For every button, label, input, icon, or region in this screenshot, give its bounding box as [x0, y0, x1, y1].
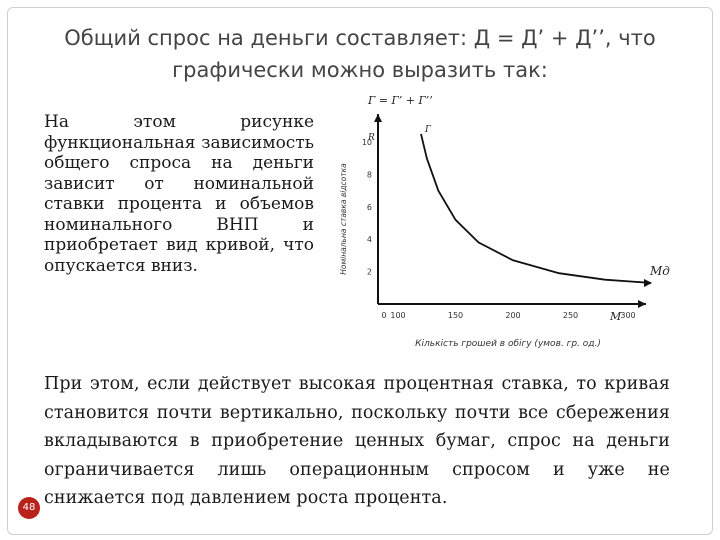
intro-paragraph: На этом рисунке функциональная зависимость общего спроса на деньги зависит от номинальной ставки процента и объемов номинального ВНП и приобретает вид кривой, что опускается вниз. [44, 112, 314, 276]
x-tick-label: 200 [505, 311, 521, 320]
x-axis-letter: M [610, 310, 622, 323]
x-tick-label: 300 [620, 311, 636, 320]
y-tick-label: 10 [361, 138, 372, 147]
chart-formula-label: Г = Г’ + Г’’ [368, 94, 433, 107]
y-axis-title: Номінальна ставка відсотка [339, 163, 348, 275]
x-tick-label: 0 [381, 311, 387, 320]
money-demand-chart [328, 92, 684, 360]
x-tick-label: 100 [390, 311, 406, 320]
slide-title [40, 22, 680, 86]
y-tick-label: 2 [366, 267, 372, 277]
chart-svg [328, 92, 684, 360]
curve-top-label: Г [425, 124, 431, 135]
page-number-badge: 48 [18, 497, 40, 519]
y-tick-label: 4 [366, 235, 372, 245]
slide-title-line-1: Общий спрос на деньги составляет: Д = Д’ + Д’’, что [64, 26, 656, 50]
x-tick-label: 150 [447, 311, 464, 320]
y-axis-letter: R [368, 133, 375, 143]
x-axis-title: Кількість грошей в обігу (умов. гр. од.) [415, 339, 601, 349]
x-tick-label: 250 [562, 311, 579, 320]
y-tick-label: 8 [366, 170, 372, 180]
slide-title-line-2: графически можно выразить так: [172, 58, 548, 82]
curve-end-label: Mд [650, 263, 670, 278]
y-tick-label: 6 [366, 202, 372, 212]
explanation-paragraph: При этом, если действует высокая процентная ставка, то кривая становится почти вертикально, поскольку почти все сбережения вкладываются в приобретение ценных бумаг, спрос на деньги ограничивается лишь операционным спросом и уже не снижается под давлением роста процента. [44, 374, 670, 508]
